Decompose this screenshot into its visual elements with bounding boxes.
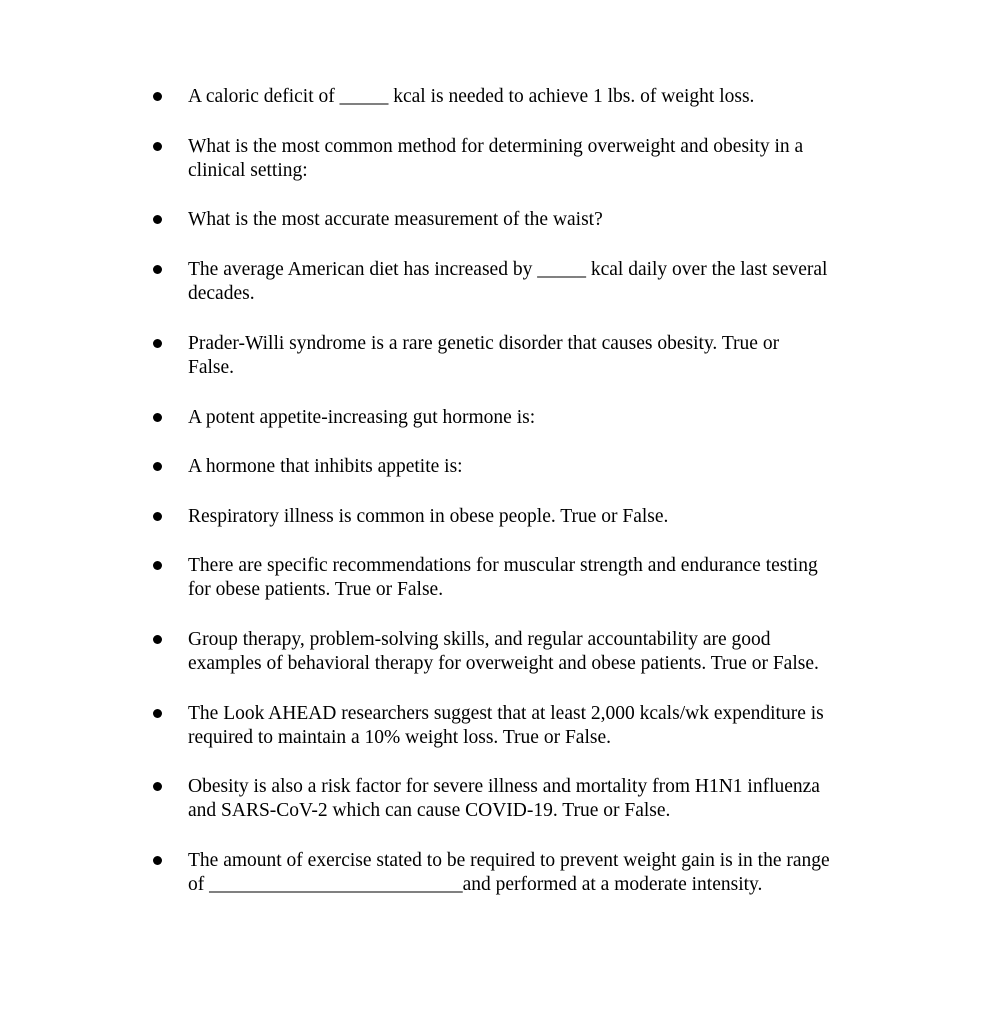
question-text: There are specific recommendations for muscular strength and endurance testing for obese patients. True or False. [188, 555, 818, 600]
question-text: A caloric deficit of _____ kcal is needed to achieve 1 lbs. of weight loss. [188, 86, 755, 107]
bullet-icon [153, 782, 162, 791]
bullet-icon [153, 413, 162, 422]
question-text: What is the most common method for determining overweight and obesity in a clinical setting: [188, 136, 804, 181]
bullet-icon [153, 142, 162, 151]
question-text: Group therapy, problem-solving skills, and regular accountability are good examples of behavioral therapy for overweight and obese patients. True or False. [188, 629, 819, 674]
question-text: The amount of exercise stated to be required to prevent weight gain is in the range of __________________________and performed at a moderate intensity. [188, 850, 830, 895]
question-text: Respiratory illness is common in obese people. True or False. [188, 506, 669, 527]
bullet-icon [153, 709, 162, 718]
bullet-icon [153, 462, 162, 471]
question-text: The Look AHEAD researchers suggest that at least 2,000 kcals/wk expenditure is required to maintain a 10% weight loss. True or False. [188, 703, 824, 748]
bullet-icon [153, 635, 162, 644]
bullet-icon [153, 561, 162, 570]
question-text: What is the most accurate measurement of the waist? [188, 209, 603, 230]
bullet-icon [153, 92, 162, 101]
bullet-icon [153, 265, 162, 274]
bullet-icon [153, 339, 162, 348]
question-text: A hormone that inhibits appetite is: [188, 456, 463, 477]
bullet-icon [153, 856, 162, 865]
question-text: The average American diet has increased by _____ kcal daily over the last several decades. [188, 259, 828, 304]
question-text: A potent appetite-increasing gut hormone is: [188, 407, 536, 428]
question-text: Prader-Willi syndrome is a rare genetic disorder that causes obesity. True or False. [188, 333, 780, 378]
bullet-icon [153, 215, 162, 224]
question-text: Obesity is also a risk factor for severe illness and mortality from H1N1 influenza and SARS-CoV-2 which can cause COVID-19. True or False. [188, 776, 820, 821]
bullet-icon [153, 512, 162, 521]
